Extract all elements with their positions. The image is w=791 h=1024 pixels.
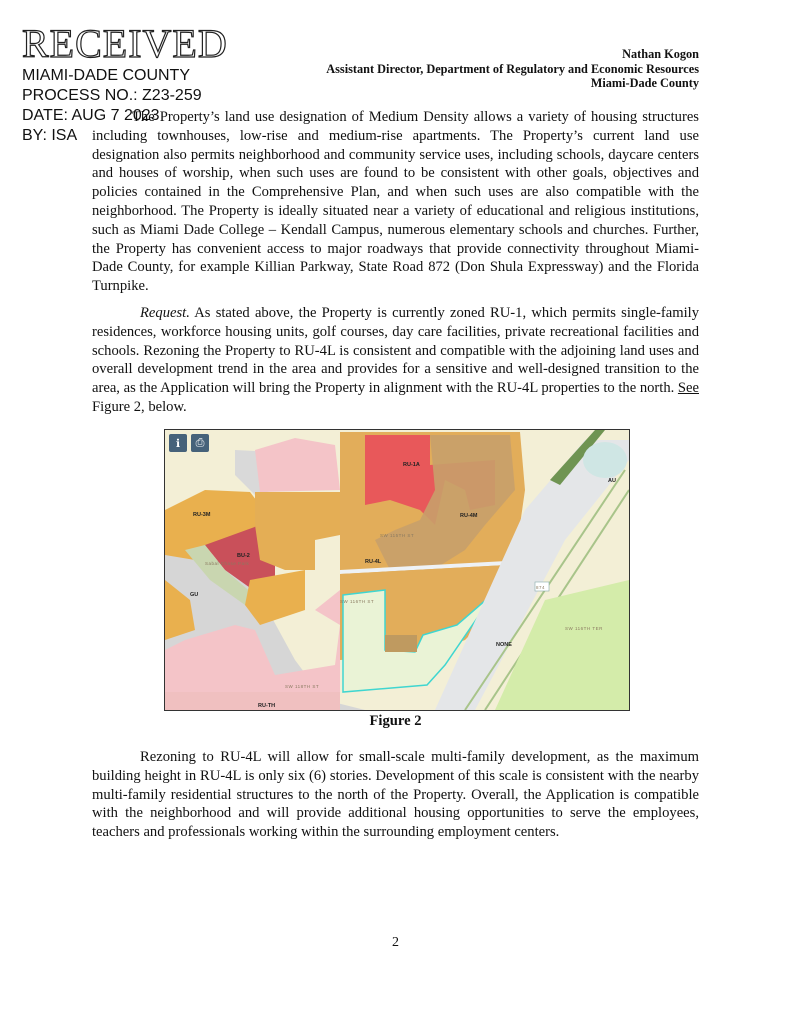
header-org: Miami-Dade County [590,76,699,90]
header-title: Assistant Director, Department of Regulatory and Economic Resources [326,61,699,76]
paragraph-rezoning: Rezoning to RU-4L will allow for small-scale multi-family development, as the maximum building height in RU-4L is only six (6) stories. Development of this scale is consistent with the nearby multi-family residential structures to the north of the Property. Overall, the Application is compatible with the neighborhood and will provide additional housing opportunities to serve the employees, teachers and professionals working within the surrounding employment centers. [92,749,699,841]
label-ru4m: RU-4M [460,513,478,519]
label-route: 874 [536,585,546,590]
info-button[interactable] [169,434,187,452]
paragraph-land-use: The Property’s land use designation of Medium Density allows a variety of housing structures including townhouses, low-rise and medium-rise apartments. The Property’s current land use designation also permits neighborhood and community service uses, including schools, daycare centers and houses of worship, when such uses are found to be consistent with other goals, objectives and policies contained in the Comprehensive Plan, and when such uses are also compatible with the neighborhood. The Property is ideally situated near a variety of educational and religious institutions, such as Miami Dade College – Kendall Campus, numerous elementary schools and churches. Further, the Property has convenient access to major roadways that provide connectivity throughout Miami-Dade County, for example Killian Parkway, State Road 872 (Don Shula Expressway) and the Florida Turnpike. [92,109,699,295]
request-body: As stated above, the Property is currently zoned RU-1, which permits single-family residences, workforce housing units, golf courses, day care facilities, private recreational facilities and schools. Rezoning the Property to RU-4L is consistent and compatible with the adjoining land uses and overall development trend in the area and provides for a sensitive and well-designed transition to the area, as the Application will bring the Property in alignment with the RU-4L properties to the north. [92,305,699,397]
stamp-county: MIAMI-DADE COUNTY [22,67,190,84]
site-building [385,635,417,652]
see-link[interactable]: See [677,380,699,397]
label-park: Sabal Chase Park [205,561,250,566]
stamp-title: RECEIVED [22,21,228,66]
street-label-1: SW 115TH ST [380,533,415,538]
label-ru3m: RU-3M [193,512,211,518]
page-number: 2 [392,935,399,950]
zone-ruth-strip [165,692,340,710]
label-ruth: RU-TH [258,703,276,709]
label-bu2: BU-2 [237,553,250,559]
label-none: NONE [496,642,512,648]
stamp-date: DATE: AUG 7 2023 [22,107,160,124]
label-gu: GU [190,592,199,598]
label-au: AU [608,478,616,484]
request-heading: Request. [140,305,190,321]
lake [583,442,627,478]
print-icon: ⎙ [195,436,205,449]
paragraph-request [92,304,699,417]
print-button[interactable] [191,434,209,452]
stamp-process-number: PROCESS NO.: Z23-259 [22,87,202,104]
street-label-6: SW 116TH TER [565,626,603,631]
figure-caption: Figure 2 [369,713,422,729]
street-label-4: SW 118TH ST [285,684,320,689]
street-label-2: SW 116TH ST [340,599,375,604]
stamp-by: BY: ISA [22,127,78,144]
zoning-map-graphic [165,430,629,710]
zoning-map[interactable] [164,429,630,711]
label-ru4l: RU-4L [365,559,382,565]
header-name: Nathan Kogon [622,47,699,61]
letter-header [326,47,699,91]
label-ru1a: RU-1A [403,462,420,468]
info-icon: ℹ [175,436,181,450]
request-tail: Figure 2, below. [92,398,187,415]
